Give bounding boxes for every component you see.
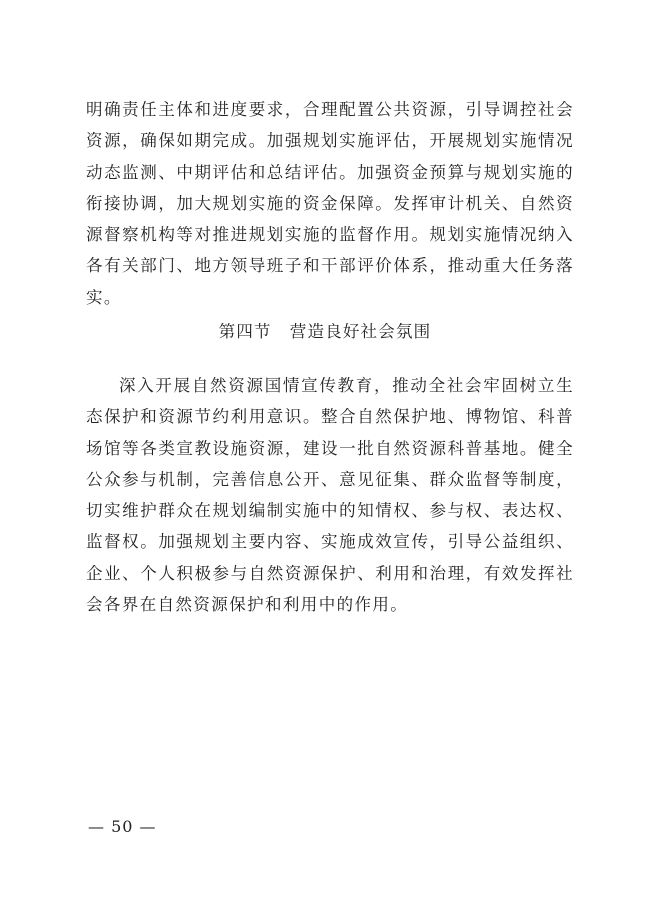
page-number: — 50 — (88, 817, 157, 836)
body-paragraph-continued: 明确责任主体和进度要求，合理配置公共资源，引导调控社会资源，确保如期完成。加强规划实施评估，开展规划实施情况动态监测、中期评估和总结评估。加强资金预算与规划实施的衔接协调，加大规划实施的资金保障。发挥审计机关、自然资源督察机构等对推进规划实施的监督作用。规划实施情况纳入各有关部门、地方领导班子和干部评价体系，推动重大任务落实。 (86, 100, 574, 307)
section-title: 营造良好社会氛围 (289, 322, 432, 341)
body-paragraph: 深入开展自然资源国情宣传教育，推动全社会牢固树立生态保护和资源节约利用意识。整合自然保护地、博物馆、科普场馆等各类宣教设施资源，建设一批自然资源科普基地。健全公众参与机制，完善信息公开、意见征集、群众监督等制度，切实维护群众在规划编制实施中的知情权、参与权、表达权、监督权。加强规划主要内容、实施成效宣传，引导公益组织、企业、个人积极参与自然资源保护、利用和治理，有效发挥社会各界在自然资源保护和利用中的作用。 (86, 376, 574, 615)
section-number: 第四节 (218, 322, 272, 341)
section-heading (0, 320, 650, 344)
